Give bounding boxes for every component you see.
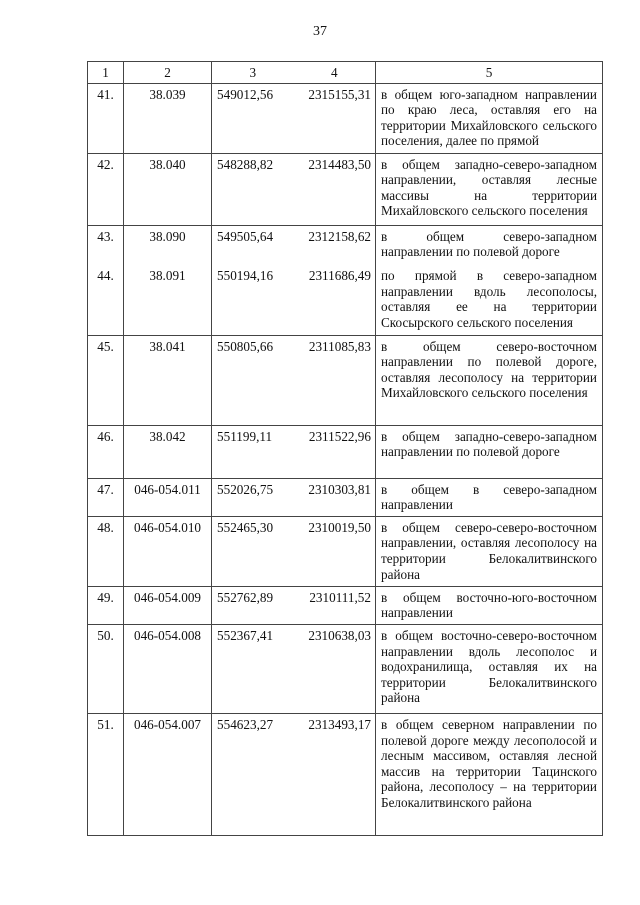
- row-number: 48.: [88, 516, 124, 586]
- coord-y: 2311686,49: [308, 268, 371, 284]
- coord-y: 2311522,96: [308, 428, 371, 444]
- coord-x: 552762,89: [217, 589, 274, 605]
- table-row: [88, 335, 603, 425]
- description: в общем юго-западном направлении по краю леса, оставляя его на территории Михайловского сельского поселения, далее по прямой: [376, 83, 603, 153]
- point-code: 38.090: [124, 225, 212, 265]
- coord-x: 552026,75: [217, 481, 274, 497]
- row-number: 43.: [88, 225, 124, 265]
- table-body: [88, 83, 603, 835]
- row-number: 49.: [88, 586, 124, 624]
- coordinates: [212, 265, 376, 335]
- coord-y: 2313493,17: [308, 716, 371, 732]
- coord-y: 2314483,50: [308, 156, 371, 172]
- row-number: 46.: [88, 425, 124, 478]
- table-row: [88, 478, 603, 516]
- table-row: [88, 425, 603, 478]
- table-row: [88, 713, 603, 835]
- boundary-table: [87, 61, 603, 836]
- coord-y: 2310111,52: [309, 589, 371, 605]
- row-number: 50.: [88, 624, 124, 713]
- row-number: 47.: [88, 478, 124, 516]
- coord-y: 2310303,81: [308, 481, 371, 497]
- row-number: 41.: [88, 83, 124, 153]
- header-col-3: 3: [249, 65, 257, 80]
- header-col-5: 5: [376, 62, 603, 84]
- description: в общем северо-западном направлении по полевой дороге: [376, 225, 603, 265]
- coordinates: [212, 478, 376, 516]
- header-col-3-4: [212, 62, 376, 84]
- coordinates: [212, 586, 376, 624]
- coord-x: 550805,66: [217, 338, 274, 354]
- table-row: [88, 586, 603, 624]
- table-row: [88, 83, 603, 153]
- description: в общем западно-северо-западном направлении, оставляя лесные массивы на территории Михайловского сельского поселения: [376, 153, 603, 225]
- description: в общем восточно-северо-восточном направлении вдоль лесополос и водохранилища, оставляя их на территории Белокалитвинского района: [376, 624, 603, 713]
- point-code: 046-054.007: [124, 713, 212, 835]
- coord-x: 548288,82: [217, 156, 274, 172]
- table-row: [88, 225, 603, 265]
- coord-y: 2310638,03: [308, 627, 371, 643]
- coord-y: 2312158,62: [308, 228, 371, 244]
- point-code: 046-054.011: [124, 478, 212, 516]
- point-code: 38.040: [124, 153, 212, 225]
- description: в общем северо-восточном направлении по полевой дороге, оставляя лесополосу на территории Михайловского сельского поселения: [376, 335, 603, 425]
- point-code: 38.091: [124, 265, 212, 335]
- coord-y: 2315155,31: [308, 86, 371, 102]
- coord-x: 549012,56: [217, 86, 274, 102]
- coord-x: 552465,30: [217, 519, 274, 535]
- description: в общем северо-северо-восточном направлении, оставляя лесополосу на территории Белокалитвинского района: [376, 516, 603, 586]
- header-col-1: 1: [88, 62, 124, 84]
- coordinates: [212, 83, 376, 153]
- table-row: [88, 624, 603, 713]
- point-code: 046-054.010: [124, 516, 212, 586]
- coordinates: [212, 713, 376, 835]
- point-code: 046-054.009: [124, 586, 212, 624]
- point-code: 38.039: [124, 83, 212, 153]
- row-number: 51.: [88, 713, 124, 835]
- coordinates: [212, 335, 376, 425]
- coord-x: 554623,27: [217, 716, 274, 732]
- point-code: 38.042: [124, 425, 212, 478]
- coord-x: 551199,11: [217, 428, 273, 444]
- point-code: 046-054.008: [124, 624, 212, 713]
- header-col-2: 2: [124, 62, 212, 84]
- table-row: [88, 265, 603, 335]
- coord-x: 552367,41: [217, 627, 274, 643]
- row-number: 44.: [88, 265, 124, 335]
- row-number: 42.: [88, 153, 124, 225]
- row-number: 45.: [88, 335, 124, 425]
- table-row: [88, 516, 603, 586]
- coordinates: [212, 425, 376, 478]
- table-header-row: [88, 62, 603, 84]
- description: в общем северном направлении по полевой дороге между лесополосой и лесным массивом, оставляя лесной массив на территории Тацинского района, лесополосу – на территории Белокалитвинского района: [376, 713, 603, 835]
- point-code: 38.041: [124, 335, 212, 425]
- description: в общем восточно-юго-восточном направлении: [376, 586, 603, 624]
- coord-y: 2310019,50: [308, 519, 371, 535]
- coordinates: [212, 624, 376, 713]
- coordinates: [212, 153, 376, 225]
- header-col-4: 4: [330, 65, 338, 80]
- coord-x: 549505,64: [217, 228, 274, 244]
- coordinates: [212, 225, 376, 265]
- description: по прямой в северо-западном направлении вдоль лесополосы, оставляя ее на территории Скосырского сельского поселения: [376, 265, 603, 335]
- coordinates: [212, 516, 376, 586]
- page-number: 37: [313, 24, 327, 39]
- coord-y: 2311085,83: [308, 338, 371, 354]
- table-row: [88, 153, 603, 225]
- description: в общем в северо-западном направлении: [376, 478, 603, 516]
- description: в общем западно-северо-западном направлении по полевой дороге: [376, 425, 603, 478]
- coord-x: 550194,16: [217, 268, 274, 284]
